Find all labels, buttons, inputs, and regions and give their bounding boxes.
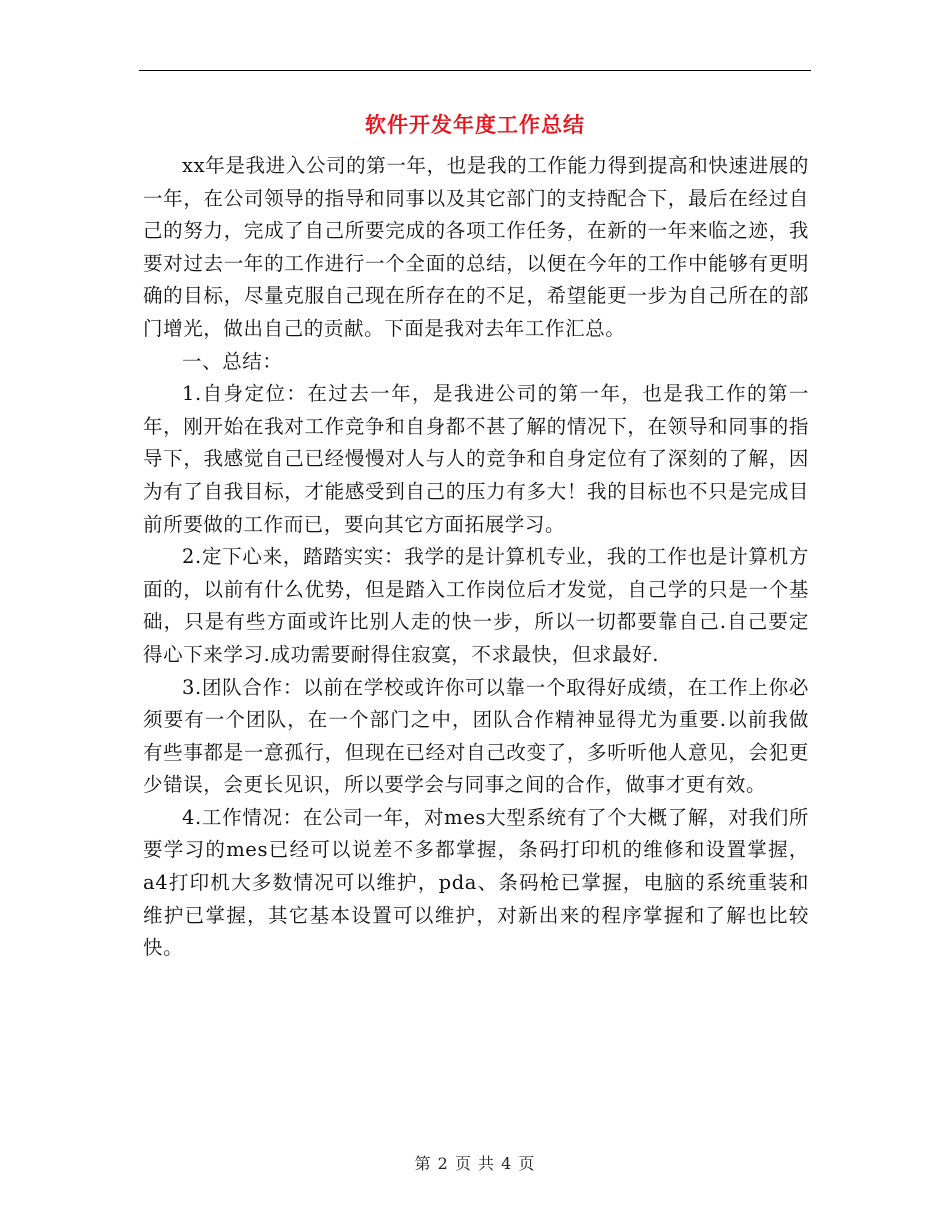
document-title: 软件开发年度工作总结 [365,112,585,137]
paragraph-self-positioning: 1.自身定位：在过去一年，是我进公司的第一年，也是我工作的第一年，刚开始在我对工作竞争和自身都不甚了解的情况下，在领导和同事的指导下，我感觉自己已经慢慢对人与人的竞争和自身定位有了深刻的了解，因为有了自我目标，才能感受到自己的压力有多大！我的目标也不只是完成目前所要做的工作而已，要向其它方面拓展学习。 [143,382,809,536]
paragraph-teamwork: 3.团队合作：以前在学校或许你可以靠一个取得好成绩，在工作上你必须要有一个团队，在一个部门之中，团队合作精神显得尤为重要.以前我做有些事都是一意孤行，但现在已经对自己改变了，多听听他人意见，会犯更少错误，会更长见识，所以要学会与同事之间的合作，做事才更有效。 [143,675,809,797]
header-rule [139,70,811,71]
paragraph-settle-down: 2.定下心来，踏踏实实：我学的是计算机专业，我的工作也是计算机方面的，以前有什么优势，但是踏入工作岗位后才发觉，自己学的只是一个基础，只是有些方面或许比别人走的快一步，所以一切都要靠自己.自己要定得心下来学习.成功需要耐得住寂寞，不求最快，但求最好. [143,545,809,666]
page-number: 第 2 页 共 4 页 [414,1154,536,1173]
document-body [143,150,809,965]
intro-paragraph: xx年是我进入公司的第一年，也是我的工作能力得到提高和快速进展的一年，在公司领导的指导和同事以及其它部门的支持配合下，最后在经过自己的努力，完成了自己所要完成的各项工作任务，在新的一年来临之迹，我要对过去一年的工作进行一个全面的总结，以便在今年的工作中能够有更明确的目标，尽量克服自己现在所存在的不足，希望能更一步为自己所在的部门增光，做出自己的贡献。下面是我对去年工作汇总。 [143,154,809,340]
paragraph-work-status: 4.工作情况：在公司一年，对mes大型系统有了个大概了解，对我们所要学习的mes已经可以说差不多都掌握，条码打印机的维修和设置掌握，a4打印机大多数情况可以维护，pda、条码枪已掌握，电脑的系统重装和维护已掌握，其它基本设置可以维护，对新出来的程序掌握和了解也比较快。 [143,805,809,960]
section-heading-summary: 一、总结： [182,349,283,373]
